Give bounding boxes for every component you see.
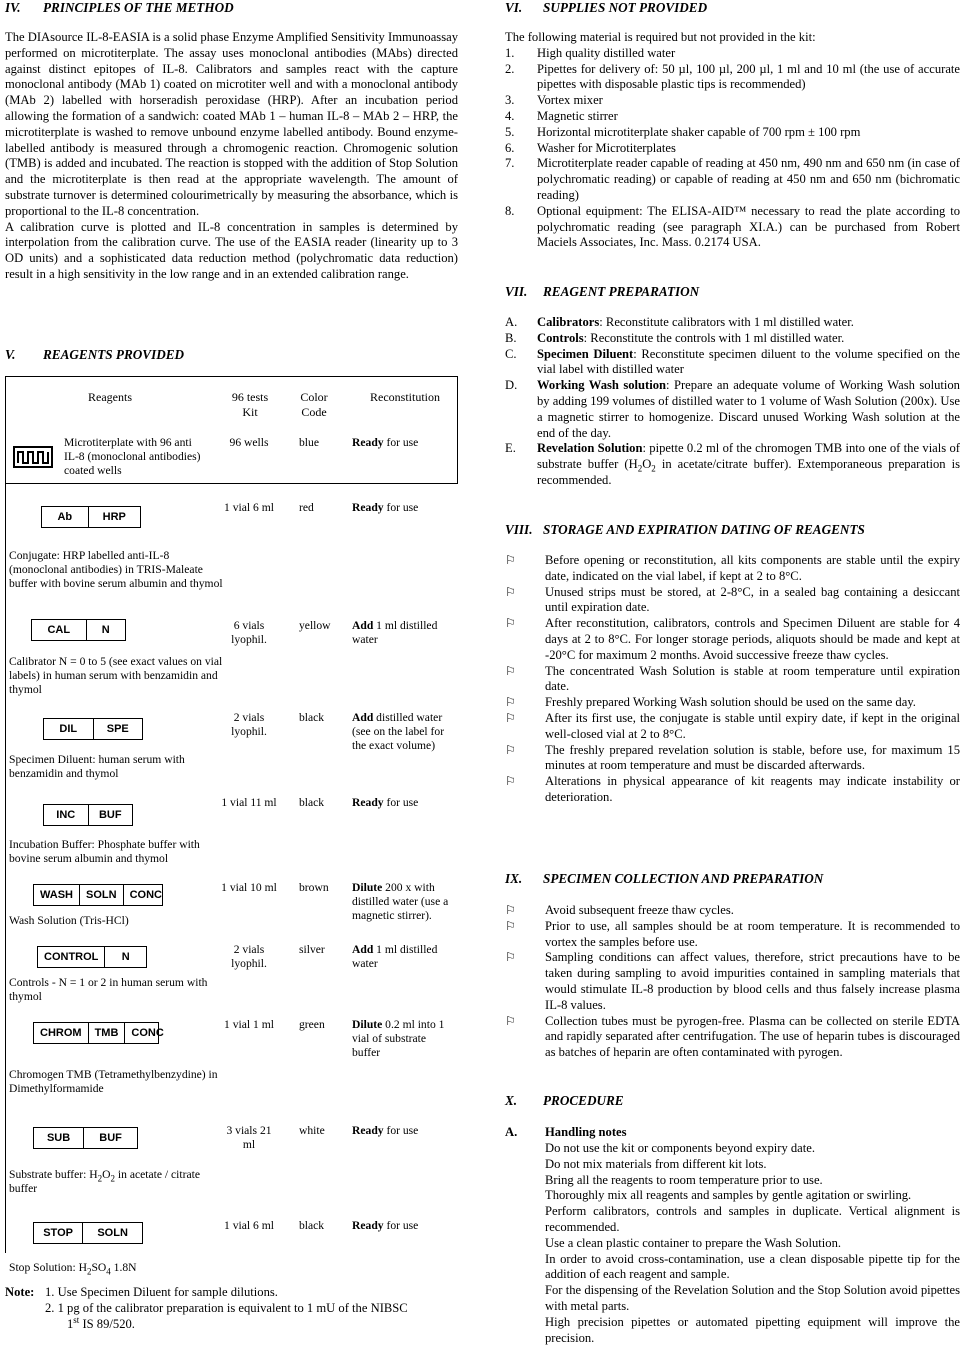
reconstitution-action: Ready — [352, 1124, 384, 1137]
reconstitution-text: 1 ml distilled water — [352, 619, 438, 646]
paragraph: The following material is required but not provided in the kit: — [505, 30, 816, 44]
item-text: Magnetic stirrer — [537, 108, 618, 123]
list-item — [505, 553, 960, 585]
list-item: Bring all the reagents to room temperature prior to use. — [545, 1172, 823, 1187]
bullet-icon: ⚐ — [505, 1013, 516, 1028]
bullet-icon: ⚐ — [505, 584, 516, 599]
item-text: : Reconstitute the controls with 1 ml distilled water. — [583, 330, 845, 345]
item-text: Sampling conditions can affect values, therefore, strict precautions have to be taken during sampling to avoid impurities contained in sampling materials that would stimulate IL-8 production by blood cells and thus falsely increase plasma IL-8 values. — [545, 950, 960, 1012]
note-part: IS 89/520. — [79, 1317, 135, 1331]
reagent-quantity: 1 vial 1 ml — [224, 1018, 274, 1031]
list-item: Do not mix materials from different kit lots. — [545, 1156, 767, 1171]
reagent-reconstitution — [352, 1124, 457, 1138]
reagent-description: Controls - N = 1 or 2 in human serum with thymol — [9, 976, 208, 1003]
item-text: Vortex mixer — [537, 93, 603, 108]
reagent-reconstitution — [352, 501, 457, 515]
reagent-quantity: 1 vial 11 ml — [221, 796, 277, 809]
section-title: SUPPLIES NOT PROVIDED — [543, 0, 708, 15]
vial-label-part: STOP — [34, 1223, 83, 1243]
vial-label-part: SOLN — [80, 885, 124, 905]
reagent-color: black — [299, 1219, 325, 1232]
reagent-description: Specimen Diluent: human serum with benzamidin and thymol — [9, 753, 185, 780]
list-item: Use a clean plastic container to prepare the Wash Solution. — [545, 1235, 842, 1250]
reagent-quantity: 2 vials lyophil. — [231, 711, 267, 738]
list-item: In order to avoid cross-contamination, use a clean disposable pipette tip for the addition of each reagent and sample. — [545, 1251, 960, 1282]
storage-body — [505, 553, 960, 806]
desc-part: Stop Solution: H — [9, 1261, 87, 1274]
reconstitution-text: for use — [383, 436, 419, 449]
reagent-description: Wash Solution (Tris-HCl) — [9, 914, 129, 927]
item-text: : pipette 0.2 ml of the chromogen TMB into one of the vials of substrate buffer (H — [537, 441, 960, 472]
reagent-quantity: 3 vials 21 ml — [226, 1124, 272, 1151]
item-bold: Calibrators — [537, 315, 600, 329]
reagent-quantity: 2 vials lyophil. — [231, 943, 267, 970]
item-number: 6. — [505, 140, 515, 155]
reagent-quantity: 1 vial 10 ml — [221, 881, 277, 894]
list-item — [505, 315, 960, 331]
item-text: Unused strips must be stored, at 2-8°C, in a sealed bag containing a desiccant until expiration date. — [545, 584, 960, 615]
item-text: : Reconstitute specimen diluent to the volume specified on the vial label with distilled water — [537, 346, 960, 377]
item-text: Washer for Microtiterplates — [537, 140, 676, 155]
note-superscript: st — [73, 1314, 80, 1325]
desc-part: 1.8N — [110, 1261, 137, 1274]
principles-body — [5, 30, 458, 283]
note-part: 1 — [67, 1317, 74, 1331]
bullet-icon: ⚐ — [505, 616, 516, 631]
column-header-reconstitution: Reconstitution — [370, 390, 440, 404]
item-text: Horizontal microtiterplate shaker capable of 700 rpm ± 100 rpm — [537, 124, 861, 139]
section-principles — [5, 0, 458, 16]
reagent-description: Calibrator N = 0 to 5 (see exact values on vial labels) in human serum with benzamidin and thymol — [9, 655, 223, 696]
section-heading — [505, 1093, 960, 1109]
item-bold: Controls — [537, 330, 584, 345]
list-item — [505, 378, 960, 441]
list-item — [505, 141, 960, 157]
note-line — [5, 1285, 458, 1301]
reagent-color: blue — [299, 436, 319, 449]
desc-subscript: 4 — [106, 1266, 111, 1277]
bullet-icon: ⚐ — [505, 553, 516, 567]
bullet-icon: ⚐ — [505, 774, 516, 789]
list-item — [505, 903, 960, 919]
desc-part: in acetate / citrate buffer — [9, 1168, 200, 1195]
reagent-reconstitution — [352, 943, 457, 971]
section-number: IV. — [5, 0, 21, 15]
vial-label-part: BUF — [99, 1132, 122, 1144]
item-text: Collection tubes must be pyrogen-free. Plasma can be collected on sterile EDTA and rapidly separated after centrifugation. The use of heparin tubes is discouraged as batches of heparin are often contaminated with pyrogen. — [545, 1013, 960, 1060]
list-item — [505, 774, 960, 806]
handling-notes-list — [505, 1141, 960, 1346]
vial-label — [37, 946, 147, 968]
list-item — [505, 125, 960, 141]
section-number: X. — [505, 1093, 518, 1108]
item-letter: A. — [505, 315, 518, 329]
supplies-body — [505, 30, 960, 251]
vial-label-part: DIL — [44, 719, 94, 739]
column-header-reagents: Reagents — [88, 390, 132, 404]
vial-label-part: WASH — [34, 885, 80, 905]
reagent-reconstitution — [352, 436, 457, 450]
notes — [5, 1285, 458, 1333]
table-left-border — [5, 484, 6, 1253]
vial-label-part: HRP — [102, 511, 126, 523]
item-subscript: 2 — [651, 463, 656, 474]
reagent-reconstitution — [352, 796, 457, 810]
reconstitution-text: 200 x with distilled water (use a magnetic stirrer). — [352, 881, 449, 922]
reagent-quantity: 96 wells — [229, 436, 269, 449]
item-text: : Reconstitute calibrators with 1 ml distilled water. — [599, 315, 854, 329]
section-heading — [5, 0, 458, 16]
vial-label-part: Ab — [42, 507, 89, 527]
vial-label — [33, 1222, 143, 1244]
item-text: Freshly prepared Working Wash solution should be used on the same day. — [545, 695, 916, 710]
column-header-color: Color Code — [300, 390, 328, 419]
item-text: Avoid subsequent freeze thaw cycles. — [545, 903, 734, 917]
reagent-description: Chromogen TMB (Tetramethylbenzydine) in Dimethylformamide — [9, 1068, 218, 1095]
reconstitution-action: Dilute — [352, 881, 383, 894]
list-item — [505, 347, 960, 379]
item-text: in acetate/citrate buffer). Extemporaneous preparation is recommended. — [537, 457, 960, 487]
list-item: Do not use the kit or components beyond expiry date. — [545, 1141, 816, 1155]
reconstitution-action: Ready — [352, 501, 384, 514]
subsection-number: A. — [505, 1125, 518, 1139]
list-item — [505, 695, 960, 711]
section-title: REAGENT PREPARATION — [543, 284, 700, 299]
microtiterplate-icon — [13, 446, 53, 468]
vial-label-part: BUF — [98, 809, 122, 821]
list-item — [505, 331, 960, 347]
paragraph: The DIAsource IL-8-EASIA is a solid phase Enzyme Amplified Sensitivity Immunoassay performed on microtiterplate. The assay uses monoclonal antibodies (MAbs) directed against distinct epitopes of IL-8. Calibrators and samples react with the capture monoclonal antibody (MAb 1) coated on microtiter well and with a monoclonal antibody (MAb 2) labelled with horseradish peroxidase (HRP). After an incubation period allowing the formation of a sandwich: coated MAb 1 – human IL-8 – MAb 2 – HRP, the microtiterplate is washed to remove unbound enzyme labelled antibody. Bound enzyme-labelled antibody is measured through a chromogenic reaction. Chromogenic solution (TMB) is added and incubated. The reaction is stopped with the addition of Stop Solution and the microtiterplate is then read at the appropriate wavelength. The amount of substrate turnover is determined colourimetrically by measuring the absorbance, which is proportional to the IL-8 concentration. — [5, 30, 458, 218]
section-number: VII. — [505, 284, 528, 299]
reagent-color: black — [299, 796, 325, 809]
section-supplies — [505, 0, 960, 16]
list-item — [505, 441, 960, 488]
item-text: Before opening or reconstitution, all kits components are stable until the expiry date, indicated on the vial label, if kept at 2 to 8°C. — [545, 553, 960, 583]
vial-label-part: SUB — [34, 1128, 84, 1148]
section-storage — [505, 522, 960, 538]
note-text: 2. 1 pg of the calibrator preparation is equivalent to 1 mU of the NIBSC — [45, 1301, 408, 1315]
vial-label — [43, 718, 143, 740]
reconstitution-text: 1 ml distilled water — [352, 943, 438, 970]
vial-label — [43, 804, 133, 826]
reconstitution-action: Ready — [352, 436, 384, 449]
reconstitution-action: Add — [352, 619, 374, 632]
vial-label-part: CONC — [131, 1027, 164, 1039]
item-number: 1. — [505, 45, 515, 60]
reagent-quantity: 1 vial 6 ml — [224, 1219, 274, 1232]
reagent-color: white — [299, 1124, 325, 1137]
list-item — [505, 743, 960, 775]
reconstitution-text: 0.2 ml into 1 vial of substrate buffer — [352, 1018, 445, 1059]
section-title: SPECIMEN COLLECTION AND PREPARATION — [543, 871, 824, 886]
desc-part: O — [102, 1168, 111, 1181]
reconstitution-action: Ready — [352, 1219, 384, 1232]
list-item: High precision pipettes or automated pipetting equipment will improve the precision. — [545, 1314, 960, 1345]
item-bold: Specimen Diluent — [537, 346, 634, 361]
item-letter: E. — [505, 441, 516, 456]
list-item — [505, 46, 960, 62]
section-number: VIII. — [505, 522, 533, 537]
vial-label — [33, 1127, 138, 1149]
reagent-reconstitution — [352, 619, 457, 647]
item-text: Pipettes for delivery of: 50 µl, 100 µl, 200 µl, 1 ml and 10 ml (the use of accurate pipettes with disposable plastic tips is recommended) — [537, 61, 960, 92]
section-title: PROCEDURE — [543, 1093, 624, 1108]
section-title: PRINCIPLES OF THE METHOD — [43, 0, 234, 15]
section-procedure — [505, 1093, 960, 1109]
reagent-description: Conjugate: HRP labelled anti-IL-8 (monoclonal antibodies) in TRIS-Maleate buffer with bovine serum albumin and thymol — [9, 549, 223, 590]
section-heading — [505, 284, 960, 300]
section-heading — [505, 0, 960, 16]
reagent-quantity: 1 vial 6 ml — [224, 501, 274, 514]
section-reagent-preparation — [505, 284, 960, 300]
item-number: 3. — [505, 93, 515, 108]
item-number: 5. — [505, 124, 515, 139]
item-number: 7. — [505, 156, 515, 171]
item-letter: B. — [505, 330, 517, 345]
reagent-color: red — [299, 501, 314, 514]
reconstitution-text: distilled water (see on the label for the exact volume) — [352, 711, 445, 752]
section-reagents — [5, 347, 458, 363]
item-bold: Working Wash solution — [537, 378, 667, 393]
bullet-icon: ⚐ — [505, 663, 516, 678]
reagent-reconstitution — [352, 1018, 457, 1060]
section-title: REAGENTS PROVIDED — [43, 347, 185, 362]
item-text: Alterations in physical appearance of kit reagents may indicate instability or deterioration. — [545, 774, 960, 804]
item-text: : Prepare an adequate volume of Working Wash solution by adding 199 volumes of distilled water to 1 volume of Wash Solution (200x). Use a magnetic stirrer to homogenize. Discard unused Working Wash solution at the end of the day. — [537, 378, 960, 440]
reconstitution-action: Add — [352, 943, 374, 956]
reconstitution-action: Add — [352, 711, 374, 724]
subsection-heading — [505, 1125, 960, 1141]
list-item — [505, 950, 960, 1013]
vial-label-part: CONC — [129, 889, 162, 901]
vial-label-part: TMB — [89, 1023, 126, 1043]
desc-subscript: 2 — [97, 1173, 103, 1184]
list-item — [505, 156, 960, 203]
reconstitution-text: for use — [383, 1219, 419, 1232]
specimen-body — [505, 903, 960, 1061]
vial-label-part: SPE — [106, 723, 129, 735]
vial-label-part: CONTROL — [38, 947, 105, 967]
item-bold: Revelation Solution — [537, 441, 643, 456]
list-item — [505, 919, 960, 951]
reagent-color: yellow — [299, 619, 331, 632]
desc-subscript: 2 — [86, 1266, 92, 1277]
item-text: O — [642, 457, 652, 472]
reagent-reconstitution — [352, 1219, 457, 1233]
item-text: The freshly prepared revelation solution is stable, before use, for maximum 15 minutes at room temperature and must be discarded afterwards. — [545, 742, 960, 773]
reconstitution-action: Ready — [352, 796, 384, 809]
vial-label-part: N — [101, 624, 110, 636]
subsection-title: Handling notes — [545, 1125, 627, 1139]
bullet-icon: ⚐ — [505, 742, 516, 757]
note-text — [67, 1314, 135, 1333]
supplies-list — [505, 46, 960, 251]
section-heading — [505, 871, 960, 887]
item-letter: C. — [505, 346, 517, 361]
reagent-description — [9, 1168, 224, 1196]
section-heading — [505, 522, 960, 538]
note-text: 1. Use Specimen Diluent for sample dilutions. — [45, 1285, 278, 1299]
list-item — [505, 204, 960, 251]
list-item — [505, 93, 960, 109]
list-item — [505, 616, 960, 663]
section-heading — [5, 347, 458, 363]
desc-part: Substrate buffer: H — [9, 1168, 98, 1181]
item-text: Prior to use, all samples should be at room temperature. It is recommended to vortex the samples before use. — [545, 918, 960, 949]
section-number: IX. — [505, 871, 523, 886]
preparation-list — [505, 315, 960, 489]
vial-label — [31, 619, 126, 641]
section-title: STORAGE AND EXPIRATION DATING OF REAGENTS — [543, 522, 865, 537]
vial-label-part: CHROM — [34, 1023, 89, 1043]
section-specimen — [505, 871, 960, 887]
procedure-body — [505, 1125, 960, 1346]
vial-label-part: N — [121, 951, 130, 963]
list-item: For the dispensing of the Revelation Solution and the Stop Solution avoid pipettes with metal parts. — [545, 1283, 960, 1313]
item-text: Optional equipment: The ELISA-AID™ necessary to read the plate according to polychromatic reading (see paragraph XI.A.) can be purchased from Robert Maciels Associates, Inc. Mass. 0.2174 USA. — [537, 203, 960, 250]
reagents-table — [5, 376, 458, 1277]
item-text: High quality distilled water — [537, 45, 676, 60]
list-item: Perform calibrators, controls and samples in duplicate. Vertical alignment is recommended. — [545, 1204, 960, 1234]
item-text: Microtiterplate reader capable of reading at 450 nm, 490 nm and 650 nm (in case of polychromatic reading) or capable of reading at 450 nm and 650 nm (bichromatic reading) — [537, 156, 960, 202]
list-item — [505, 711, 960, 743]
reagent-reconstitution — [352, 881, 457, 923]
note-label: Note: — [5, 1285, 35, 1299]
vial-label — [33, 884, 163, 906]
paragraph: A calibration curve is plotted and IL-8 concentration in samples is determined by interpolation from the calibration curve. The use of the EASIA reader (linearity up to 3 OD units) and a sophisticated data reduction method (polychromatic data reduction) result in a high sensitivity in the low range and in an extended calibration range. — [5, 219, 458, 281]
reagent-quantity: 6 vials lyophil. — [231, 619, 267, 646]
reagent-description: Incubation Buffer: Phosphate buffer with bovine serum albumin and thymol — [9, 838, 200, 865]
item-text: The concentrated Wash Solution is stable at room temperature until expiration date. — [545, 663, 960, 694]
bullet-icon: ⚐ — [505, 695, 516, 710]
item-number: 8. — [505, 203, 515, 218]
bullet-icon: ⚐ — [505, 710, 516, 725]
reagent-description: Microtiterplate with 96 anti IL-8 (monoclonal antibodies) coated wells — [64, 436, 201, 477]
reagent-color: black — [299, 711, 325, 724]
item-number: 4. — [505, 108, 515, 123]
reagent-color: green — [299, 1018, 325, 1031]
vial-label-part: INC — [44, 805, 89, 825]
reconstitution-text: for use — [383, 1124, 419, 1137]
item-text: After reconstitution, calibrators, controls and Specimen Diluent are stable for 4 days at 2 to 8°C. For longer storage periods, aliquots should be made and kept at -20°C for maximum 2 months. Avoid successive freeze thaw cycles. — [545, 616, 960, 662]
reagent-color: brown — [299, 881, 329, 894]
reagent-color: silver — [299, 943, 325, 956]
reconstitution-text: for use — [383, 501, 419, 514]
section-number: VI. — [505, 0, 523, 15]
list-item — [505, 1014, 960, 1061]
bullet-icon: ⚐ — [505, 950, 516, 965]
item-letter: D. — [505, 378, 518, 393]
desc-subscript: 2 — [110, 1173, 116, 1184]
list-item — [505, 109, 960, 125]
reagent-description — [9, 1261, 224, 1275]
reagent-preparation-body — [505, 315, 960, 489]
column-header-tests: 96 tests Kit — [231, 390, 269, 419]
reagent-reconstitution — [352, 711, 457, 753]
reconstitution-action: Dilute — [352, 1018, 383, 1031]
vial-label-part: SOLN — [97, 1227, 128, 1239]
note-line — [5, 1314, 458, 1333]
vial-label — [33, 1022, 164, 1044]
list-item — [505, 62, 960, 94]
vial-label — [41, 506, 141, 528]
section-number: V. — [5, 347, 16, 362]
list-item — [505, 664, 960, 696]
bullet-icon: ⚐ — [505, 918, 516, 933]
vial-label-part: CAL — [32, 620, 87, 640]
desc-part: SO — [91, 1261, 107, 1274]
list-item: Thoroughly mix all reagents and samples by gentle agitation or swirling. — [545, 1188, 912, 1203]
bullet-icon: ⚐ — [505, 903, 516, 917]
item-subscript: 2 — [637, 463, 643, 474]
reconstitution-text: for use — [383, 796, 419, 809]
item-number: 2. — [505, 61, 515, 76]
item-text: After its first use, the conjugate is stable until expiry date, if kept in the original well-closed vial at 2 to 8°C. — [545, 710, 960, 741]
list-item — [505, 585, 960, 617]
